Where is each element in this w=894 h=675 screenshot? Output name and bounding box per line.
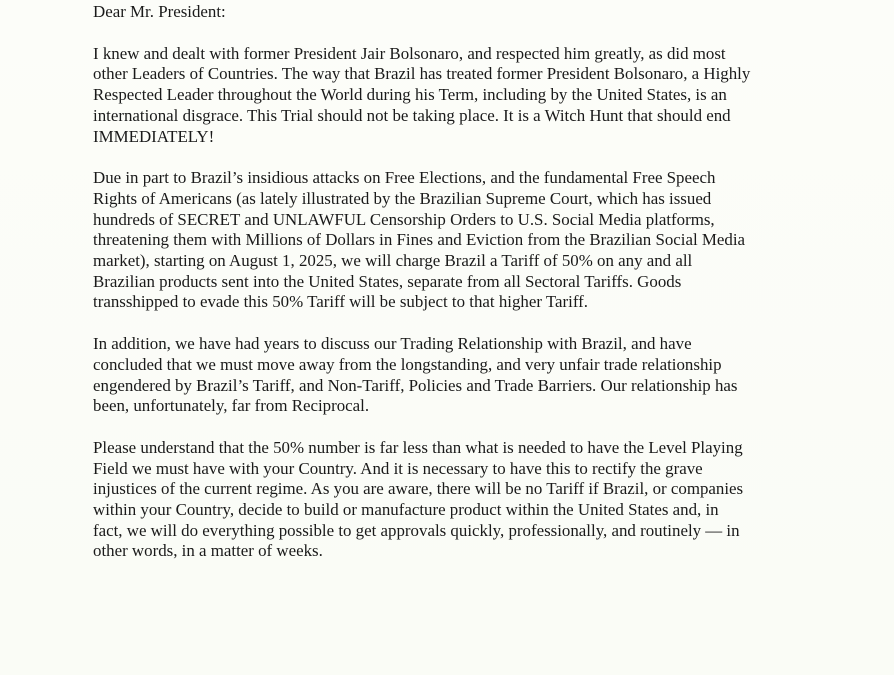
text-line: other words, in a matter of weeks. <box>93 541 323 561</box>
text-line: IMMEDIATELY! <box>93 126 215 146</box>
text-line: In addition, we have had years to discuss our Trading Relationship with Brazil, and have <box>93 334 692 354</box>
text-line: threatening them with Millions of Dollars in Fines and Eviction from the Brazilian Social Media <box>93 230 746 250</box>
text-line: market), starting on August 1, 2025, we will charge Brazil a Tariff of 50% on any and all <box>93 251 693 271</box>
text-line: within your Country, decide to build or manufacture product within the United States and, in <box>93 500 719 520</box>
text-line: been, unfortunately, far from Reciprocal. <box>93 396 370 416</box>
text-line: Rights of Americans (as lately illustrated by the Brazilian Supreme Court, which has issued <box>93 188 712 208</box>
text-line: Please understand that the 50% number is far less than what is needed to have the Level Playing <box>93 437 743 457</box>
text-line: other Leaders of Countries. The way that Brazil has treated former President Bolsonaro, a Highly <box>93 64 751 84</box>
text-line: Brazilian products sent into the United States, separate from all Sectoral Tariffs. Goods <box>93 271 682 291</box>
paragraph-2 <box>93 168 883 313</box>
text-line: Field we must have with your Country. And it is necessary to have this to rectify the grave <box>93 458 703 478</box>
paragraph-3 <box>93 334 883 417</box>
text-line: transshipped to evade this 50% Tariff will be subject to that higher Tariff. <box>93 292 589 312</box>
text-line: engendered by Brazil’s Tariff, and Non-Tariff, Policies and Trade Barriers. Our relationship has <box>93 375 738 395</box>
text-line: Due in part to Brazil’s insidious attacks on Free Elections, and the fundamental Free Speech <box>93 168 716 188</box>
text-line: hundreds of SECRET and UNLAWFUL Censorship Orders to U.S. Social Media platforms, <box>93 209 715 229</box>
text-line: international disgrace. This Trial should not be taking place. It is a Witch Hunt that should end <box>93 105 731 125</box>
salutation: Dear Mr. President: <box>93 2 226 21</box>
text-line: I knew and dealt with former President Jair Bolsonaro, and respected him greatly, as did most <box>93 43 726 63</box>
text-line: injustices of the current regime. As you are aware, there will be no Tariff if Brazil, or companies <box>93 479 744 499</box>
text-line: concluded that we must move away from the longstanding, and very unfair trade relationship <box>93 354 722 374</box>
letter-body <box>93 2 883 583</box>
paragraph-4 <box>93 438 883 562</box>
text-line: fact, we will do everything possible to get approvals quickly, professionally, and routinely — in <box>93 520 740 540</box>
text-line: Respected Leader throughout the World during his Term, including by the United States, is an <box>93 85 727 105</box>
paragraph-1 <box>93 44 883 148</box>
